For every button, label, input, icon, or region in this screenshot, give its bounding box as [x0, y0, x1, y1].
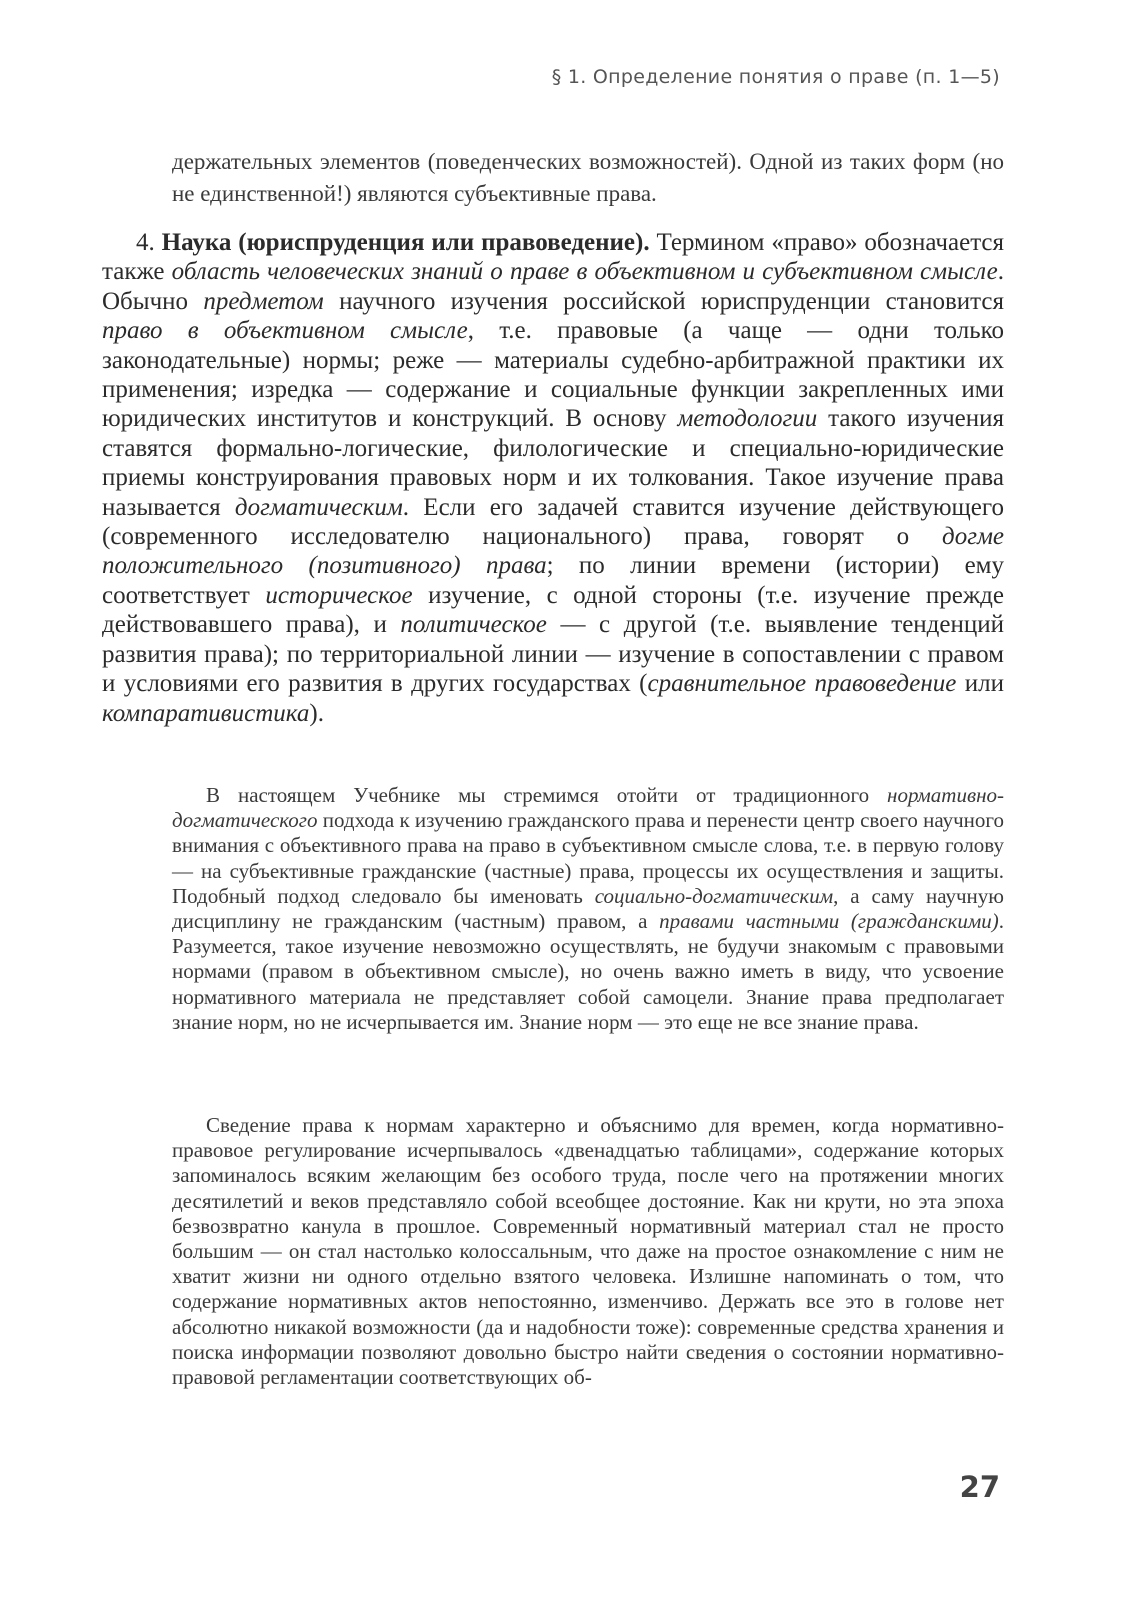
italic-run: политическое: [400, 611, 547, 639]
italic-run: догме положительного (позитивного) права: [102, 523, 1004, 580]
text-run: . Если его задачей ставится изучение действующего (современного исследователю национального) права, говорят о: [102, 493, 1004, 551]
italic-run: право в объективном смысле: [102, 317, 468, 345]
text-run: ; по линии времени (истории) ему соответствует: [102, 552, 1004, 609]
text-run: или: [956, 670, 1004, 698]
text-run: научного изучения российской юриспруденции становится: [323, 287, 1004, 315]
italic-run: нормативно-догматического: [172, 783, 1004, 833]
italic-run: предметом: [203, 287, 324, 315]
page-number: 27: [959, 1470, 1000, 1504]
paragraph-science: [102, 228, 1004, 728]
text-run: . Разумеется, такое изучение невозможно осуществлять, не будучи знакомым с правовыми нормами (правом в объективном смысле), но очень важно иметь в виду, что усвоение нормативного материала не представляет собой самоцели. Знание права предполагает знание норм, но не исчерпывается им. Знание норм — это еще не все знание права.: [172, 909, 1004, 1034]
text-run: подхода к изучению гражданского права и перенести центр своего научного внимания с объективного права на право в субъективном смысле слова, т.е. в первую голову — на субъективные гражданские (частные) права, процессы их осуществления и защиты. Подобный подход следовало бы именовать: [172, 808, 1004, 908]
text-run: изучение, с одной стороны (т.е. изучение прежде действовавшего права), и: [102, 581, 1004, 639]
text-run: такого изучения ставятся формально-логические, филологические и специально-юридические приемы конструирования правовых норм и их толкования. Такое изучение права называется: [102, 405, 1004, 521]
text-run: , а саму научную дисциплину не гражданским (частным) правом, а: [172, 883, 1004, 934]
text-run: — с другой (т.е. выявление тенденций развития права); по территориальной линии — изучение в сопоставлении с правом и условиями его развития в других государствах (: [102, 611, 1005, 698]
text-run: держательных элементов (поведенческих возможностей). Одной из таких форм (но не единственной!) являются субъективные права.: [172, 149, 1004, 206]
running-head: § 1. Определение понятия о праве (п. 1—5): [551, 66, 1000, 88]
italic-run: методологии: [677, 405, 818, 433]
text-run: Сведение права к нормам характерно и объяснимо для времен, когда нормативно-правовое регулирование исчерпывалось «двенадцатью таблицами», содержание которых запоминалось всяким желающим без особого труда, после чего на протяжении многих десятилетий и веков представляло собой всеобщее достояние. Как ни крути, но эта эпоха безвозвратно канула в прошлое. Современный нормативный материал стал не просто большим — он стал настолько колоссальным, что даже на простое ознакомление с ним не хватит жизни ни одного отдельно взятого человека. Излишне напоминать о том, что содержание нормативных актов непостоянно, изменчиво. Держать все это в голове нет абсолютно никакой возможности (да и надобности тоже): современные средства хранения и поиска информации позволяют довольно быстро найти сведения о состоянии нормативно-правовой регламентации соответствующих об-: [172, 1113, 1004, 1390]
italic-run: социально-догматическим: [594, 883, 834, 908]
italic-run: компаративистика: [102, 699, 310, 727]
paragraph-continued: [172, 146, 1004, 210]
text-run: . Обычно: [102, 258, 1004, 315]
italic-run: область человеческих знаний о праве в объективном и субъективном смысле: [171, 258, 998, 286]
bold-run: Наука (юриспруденция или правоведение).: [161, 229, 650, 256]
text-run: 4.: [136, 229, 162, 256]
italic-run: догматическим: [234, 493, 403, 521]
text-run: , т.е. правовые (а чаще — одни только законодательные) нормы; реже — материалы судебно-арбитражной практики их применения; изредка — содержание и социальные функции закрепленных ими юридических институтов и конструкций. В основу: [102, 317, 1004, 433]
italic-run: сравнительное правоведение: [647, 670, 957, 698]
note-paragraph-norms: [172, 1113, 1004, 1390]
italic-run: историческое: [265, 581, 413, 609]
text-run: В настоящем Учебнике мы стремимся отойти от традиционного: [206, 783, 888, 807]
italic-run: правами частными (гражданскими): [659, 909, 999, 934]
note-paragraph-approach: [172, 783, 1004, 1035]
text-run: Термином «право» обозначается также: [102, 229, 1005, 286]
text-run: ).: [309, 699, 324, 727]
